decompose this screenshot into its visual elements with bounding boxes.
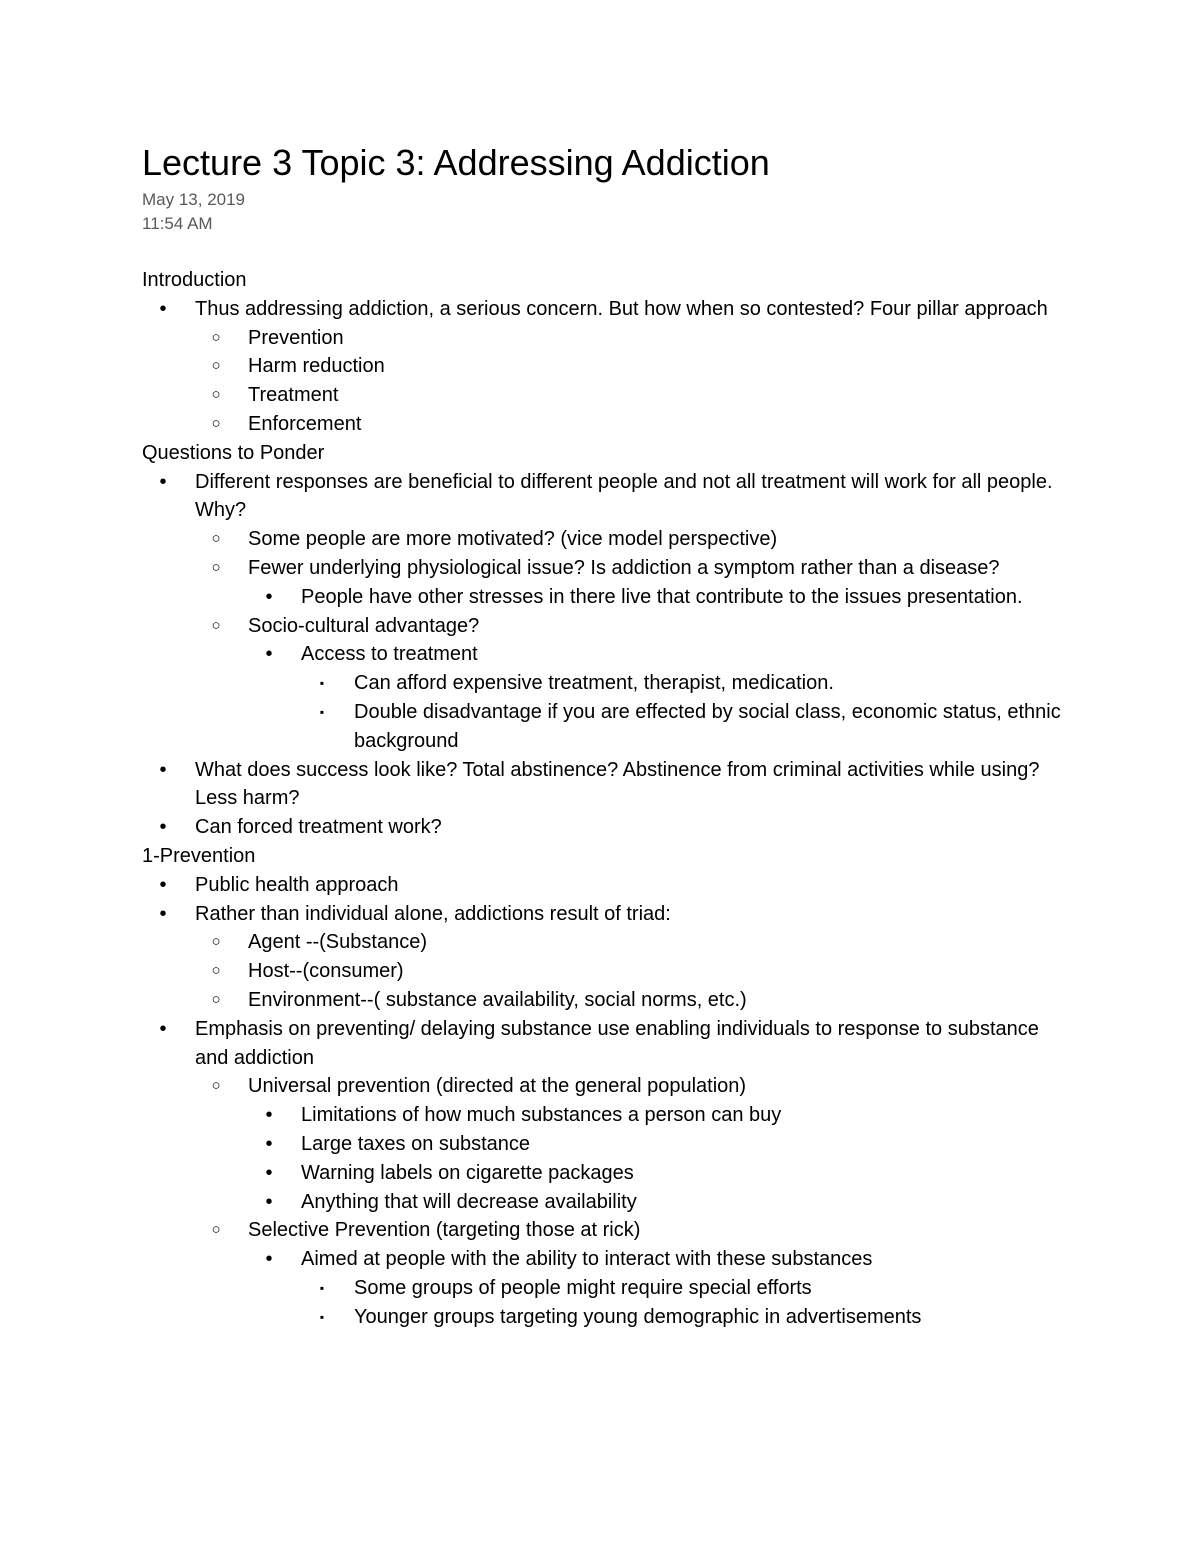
item-text: Access to treatment — [301, 643, 478, 666]
outline-item — [142, 554, 1072, 583]
item-text: Large taxes on substance — [301, 1132, 531, 1155]
section-heading: Questions to Ponder — [142, 441, 325, 464]
item-text: Public health approach — [195, 873, 399, 896]
bullet-icon: ○ — [211, 414, 221, 432]
item-text: Rather than individual alone, addictions result of triad: — [195, 902, 671, 925]
bullet-icon: • — [265, 643, 273, 666]
bullet-icon: • — [265, 1161, 273, 1184]
item-text: Harm reduction — [248, 355, 385, 378]
bullet-icon: • — [265, 1248, 273, 1271]
item-text: Some people are more motivated? (vice model perspective) — [248, 528, 778, 551]
bullet-icon: ○ — [211, 1221, 221, 1239]
outline-item — [142, 324, 1072, 353]
page-title: Lecture 3 Topic 3: Addressing Addiction — [142, 142, 770, 183]
bullet-icon: ○ — [211, 357, 221, 375]
bullet-icon: ○ — [211, 990, 221, 1008]
outline-item — [142, 583, 1072, 612]
outline-item — [142, 928, 1072, 957]
outline-item — [142, 381, 1072, 410]
bullet-icon: ○ — [211, 962, 221, 980]
bullet-icon: ▪ — [319, 704, 325, 719]
outline-item — [142, 871, 1072, 900]
item-text: Can afford expensive treatment, therapist, medication. — [354, 672, 834, 695]
page-time: 11:54 AM — [142, 214, 213, 233]
item-text: Emphasis on preventing/ delaying substance use enabling individuals to response to substance and addiction — [195, 1017, 1039, 1069]
bullet-icon: ▪ — [319, 1309, 325, 1324]
item-text: Treatment — [248, 384, 339, 407]
outline-item — [142, 900, 1072, 929]
bullet-icon: ○ — [211, 616, 221, 634]
bullet-icon: • — [159, 902, 167, 925]
item-text: What does success look like? Total abstinence? Abstinence from criminal activities while using? Less harm? — [195, 758, 1040, 810]
item-text: Environment--( substance availability, social norms, etc.) — [248, 988, 747, 1011]
bullet-icon: • — [159, 297, 167, 320]
note-body — [142, 266, 1072, 1331]
bullet-icon: • — [265, 1190, 273, 1213]
bullet-icon: ○ — [211, 558, 221, 576]
bullet-icon: • — [159, 873, 167, 896]
page-date: May 13, 2019 — [142, 190, 246, 209]
outline-item — [142, 468, 1072, 526]
bullet-icon: • — [159, 1017, 167, 1040]
outline-item — [142, 525, 1072, 554]
item-text: Agent --(Substance) — [248, 931, 427, 954]
outline-item — [142, 669, 1072, 698]
outline-item — [142, 1072, 1072, 1101]
section-heading: Introduction — [142, 269, 247, 291]
item-text: Some groups of people might require special efforts — [354, 1276, 812, 1299]
item-text: People have other stresses in there live that contribute to the issues presentation. — [301, 585, 1023, 608]
outline-item — [142, 410, 1072, 439]
item-text: Different responses are beneficial to different people and not all treatment will work for all people. Why? — [195, 470, 1053, 522]
item-text: Host--(consumer) — [248, 960, 404, 983]
item-text: Fewer underlying physiological issue? Is addiction a symptom rather than a disease? — [248, 556, 1000, 579]
outline-item — [142, 1274, 1072, 1303]
item-text: Thus addressing addiction, a serious concern. But how when so contested? Four pillar approach — [195, 297, 1048, 320]
item-text: Selective Prevention (targeting those at rick) — [248, 1219, 641, 1242]
outline-item — [142, 1303, 1072, 1332]
bullet-icon: ○ — [211, 328, 221, 346]
bullet-icon: • — [265, 1132, 273, 1155]
item-text: Double disadvantage if you are effected by social class, economic status, ethnic background — [354, 700, 1061, 752]
bullet-icon: • — [265, 585, 273, 608]
outline-item — [142, 640, 1072, 669]
outline-item — [142, 352, 1072, 381]
bullet-icon: • — [159, 470, 167, 493]
outline-item — [142, 957, 1072, 986]
outline-item — [142, 1015, 1072, 1073]
item-text: Prevention — [248, 326, 344, 349]
item-text: Enforcement — [248, 412, 362, 435]
bullet-icon: • — [265, 1104, 273, 1127]
section-heading: 1-Prevention — [142, 844, 256, 867]
outline-item — [142, 698, 1072, 756]
outline-item — [142, 813, 1072, 842]
bullet-icon: ▪ — [319, 676, 325, 691]
outline-item — [142, 1188, 1072, 1217]
bullet-icon: ▪ — [319, 1280, 325, 1295]
outline-item — [142, 612, 1072, 641]
bullet-icon: ○ — [211, 386, 221, 404]
bullet-icon: • — [159, 758, 167, 781]
outline-item — [142, 1159, 1072, 1188]
bullet-icon: ○ — [211, 530, 221, 548]
item-text: Younger groups targeting young demographic in advertisements — [354, 1305, 922, 1328]
item-text: Limitations of how much substances a person can buy — [301, 1104, 782, 1127]
outline-item — [142, 1245, 1072, 1274]
item-text: Socio-cultural advantage? — [248, 614, 480, 637]
bullet-icon: ○ — [211, 1077, 221, 1095]
item-text: Universal prevention (directed at the general population) — [248, 1075, 747, 1098]
bullet-icon: ○ — [211, 933, 221, 951]
item-text: Anything that will decrease availability — [301, 1190, 637, 1213]
bullet-icon: • — [159, 816, 167, 839]
item-text: Can forced treatment work? — [195, 816, 442, 839]
outline-item — [142, 1216, 1072, 1245]
item-text: Aimed at people with the ability to interact with these substances — [301, 1248, 873, 1271]
outline-item — [142, 295, 1072, 324]
item-text: Warning labels on cigarette packages — [301, 1161, 634, 1184]
outline-item — [142, 756, 1072, 814]
outline-item — [142, 986, 1072, 1015]
outline-item — [142, 1101, 1072, 1130]
outline-item — [142, 1130, 1072, 1159]
